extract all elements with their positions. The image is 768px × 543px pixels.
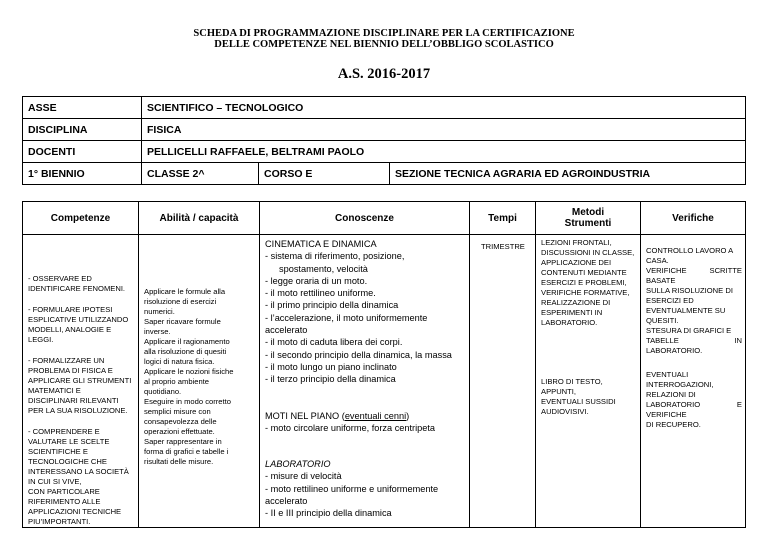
text-line: alla risoluzione di quesiti (144, 347, 227, 356)
text-line: - misure di velocità (265, 471, 342, 482)
text-line: IN CUI SI VIVE, (28, 477, 82, 486)
text-line: APPUNTI, (541, 387, 577, 396)
text-line: VERIFICHE SCRITTE BASATE (646, 266, 742, 285)
text-line: spostamento, velocità (279, 263, 368, 274)
text-line: inverse. (144, 327, 171, 336)
text-line: AUDIOVISIVI. (541, 407, 589, 416)
text-line (28, 345, 135, 356)
text-line: LABORATORIO E VERIFICHE (646, 400, 742, 419)
text-line: - FORMULARE IPOTESI (28, 305, 113, 314)
tempi-value: TRIMESTRE (481, 242, 525, 251)
col-abilita: Abilità / capacità (139, 202, 260, 235)
text-line: DISCUSSIONI IN CLASSE, (541, 248, 635, 257)
text-line: - legge oraria di un moto. (265, 275, 368, 286)
abilita-cell (139, 235, 260, 528)
col-conoscenze: Conoscenze (260, 202, 470, 235)
docenti-label: DOCENTI (23, 141, 142, 163)
text-line: Saper rappresentare in (144, 437, 222, 446)
text-line: MODELLI, ANALOGIE E (28, 325, 112, 334)
text-line: LEZIONI FRONTALI, (541, 238, 612, 247)
content-row (23, 235, 746, 528)
metodi-block-1 (541, 238, 637, 328)
text-line: VALUTARE LE SCELTE (28, 437, 110, 446)
text-line: DISCIPLINARI RILEVANTI (28, 396, 119, 405)
text-line: Eseguire in modo corretto (144, 397, 231, 406)
piano-item: - moto circolare uniforme, forza centripeta (265, 422, 436, 433)
col-tempi: Tempi (470, 202, 536, 235)
text-line: forma di grafici e tabelle i (144, 447, 229, 456)
col-verifiche: Verifiche (641, 202, 746, 235)
asse-value: SCIENTIFICO – TECNOLOGICO (142, 97, 746, 119)
text-line: PROBLEMA DI FISICA E (28, 366, 113, 375)
text-line: LIBRO DI TESTO, (541, 377, 603, 386)
disciplina-value: FISICA (142, 119, 746, 141)
docenti-value: PELLICELLI RAFFAELE, BELTRAMI PAOLO (142, 141, 746, 163)
text-line: - il primo principio della dinamica (265, 300, 399, 311)
text-line: DI RECUPERO. (646, 420, 701, 429)
text-line: logici di natura fisica. (144, 357, 215, 366)
text-line: - OSSERVARE ED (28, 274, 92, 283)
text-line: EVENTUALI (646, 370, 689, 379)
text-line: APPLICARE GLI STRUMENTI (28, 376, 132, 385)
text-line: EVENTUALMENTE SU (646, 306, 726, 315)
info-row-disciplina (23, 119, 746, 141)
text-line: CONTENUTI MEDIANTE (541, 268, 627, 277)
text-line: Applicare il ragionamento (144, 337, 230, 346)
text-line: QUESITI. (646, 316, 679, 325)
text-line (28, 294, 135, 305)
text-line: accelerato (265, 496, 308, 507)
text-line: CONTROLLO LAVORO A (646, 246, 734, 255)
text-line: PIU'IMPORTANTI. (28, 517, 91, 526)
text-line: - il secondo principio della dinamica, la massa (265, 349, 452, 360)
col-metodi (536, 202, 641, 235)
verifiche-block-2 (646, 370, 742, 430)
text-line: VERIFICHE FORMATIVE, (541, 288, 630, 297)
text-line: PER LA SUA RISOLUZIONE. (28, 406, 128, 415)
text-line: semplici misure con (144, 407, 211, 416)
text-line: TABELLE IN LABORATORIO. (646, 336, 742, 355)
text-line: Saper ricavare formule (144, 317, 221, 326)
info-row-asse (23, 97, 746, 119)
text-line: Applicare le formule alla (144, 287, 226, 296)
asse-label: ASSE (23, 97, 142, 119)
verifiche-block-1 (646, 238, 742, 356)
text-line: - sistema di riferimento, posizione, (265, 251, 405, 262)
column-headers (23, 202, 746, 235)
info-row-biennio (23, 163, 746, 185)
text-line: ESPERIMENTI IN (541, 308, 603, 317)
corso-value: CORSO E (259, 163, 390, 185)
tempi-cell (470, 235, 536, 528)
text-line: - COMPRENDERE E (28, 427, 100, 436)
text-line: REALIZZAZIONE DI (541, 298, 611, 307)
text-line: CASA. (646, 256, 669, 265)
text-line: RIFERIMENTO ALLE (28, 497, 101, 506)
doc-title-line-1: SCHEDA DI PROGRAMMAZIONE DISCIPLINARE PER LA CERTIFICAZIONE (193, 28, 575, 39)
text-line: INTERROGAZIONI, (646, 380, 714, 389)
piano-title: MOTI NEL PIANO (eventuali cenni) (265, 410, 410, 421)
info-table (22, 96, 746, 185)
text-line: TECNOLOGICHE CHE (28, 457, 107, 466)
text-line: MATEMATICI E (28, 386, 81, 395)
text-line: operazioni effettuate. (144, 427, 215, 436)
text-line: EVENTUALI SUSSIDI (541, 397, 616, 406)
text-line: LABORATORIO. (541, 318, 598, 327)
competenze-cell (23, 235, 139, 528)
text-line: risoluzione di esercizi (144, 297, 217, 306)
info-row-docenti (23, 141, 746, 163)
text-line: APPLICAZIONE DEI (541, 258, 612, 267)
text-line: numerici. (144, 307, 175, 316)
text-line: - moto rettilineo uniforme e uniformemente (265, 483, 439, 494)
text-line: SULLA RISOLUZIONE DI (646, 286, 733, 295)
competenze-list (28, 238, 135, 527)
text-line: - il moto lungo un piano inclinato (265, 361, 397, 372)
text-line: CINEMATICA E DINAMICA (265, 239, 377, 249)
text-line: - l’accelerazione, il moto uniformemente (265, 312, 428, 323)
text-line: - II e III principio della dinamica (265, 508, 392, 519)
col-metodi-line-2: Strumenti (564, 218, 612, 229)
text-line: RELAZIONI DI (646, 390, 696, 399)
lab-items (265, 470, 466, 519)
text-line: CON PARTICOLARE (28, 487, 100, 496)
text-line: risultati delle misure. (144, 457, 214, 466)
text-line: al proprio ambiente (144, 377, 210, 386)
text-line: INTERESSANO LA SOCIETÀ (28, 467, 129, 476)
text-line: STESURA DI GRAFICI E (646, 326, 732, 335)
classe-value: CLASSE 2^ (142, 163, 259, 185)
text-line: IDENTIFICARE FENOMENI. (28, 284, 126, 293)
verifiche-cell (641, 235, 746, 528)
text-line: LEGGI. (28, 335, 54, 344)
school-year: A.S. 2016-2017 (337, 66, 431, 82)
program-table (22, 201, 746, 528)
lab-title: LABORATORIO (265, 459, 331, 470)
biennio-label: 1° BIENNIO (23, 163, 142, 185)
metodi-block-2 (541, 377, 637, 417)
sezione-value: SEZIONE TECNICA AGRARIA ED AGROINDUSTRIA (390, 163, 746, 185)
text-line: ESERCIZI E PROBLEMI, (541, 278, 627, 287)
abilita-list (144, 238, 256, 467)
col-competenze: Competenze (23, 202, 139, 235)
text-line: - il moto di caduta libera dei corpi. (265, 337, 403, 348)
text-line: APPLICAZIONI TECNICHE (28, 507, 122, 516)
metodi-cell (536, 235, 641, 528)
text-line: - il terzo principio della dinamica (265, 374, 396, 385)
text-line: - FORMALIZZARE UN (28, 356, 105, 365)
col-metodi-line-1: Metodi (571, 207, 605, 218)
text-line: SCIENTIFICHE E (28, 447, 88, 456)
conoscenze-cell (260, 235, 470, 528)
text-line: accelerato (265, 325, 308, 336)
text-line: - il moto rettilineo uniforme. (265, 288, 376, 299)
conoscenze-kinematics-block (265, 238, 466, 386)
text-line: quotidiano. (144, 387, 182, 396)
doc-title-line-2: DELLE COMPETENZE NEL BIENNIO DELL’OBBLIGO SCOLASTICO (214, 39, 554, 50)
text-line (28, 416, 135, 427)
text-line: Applicare le nozioni fisiche (144, 367, 234, 376)
text-line: ESERCIZI ED (646, 296, 694, 305)
text-line: ESPLICATIVE UTILIZZANDO (28, 315, 129, 324)
text-line: consapevolezza delle (144, 417, 217, 426)
disciplina-label: DISCIPLINA (23, 119, 142, 141)
